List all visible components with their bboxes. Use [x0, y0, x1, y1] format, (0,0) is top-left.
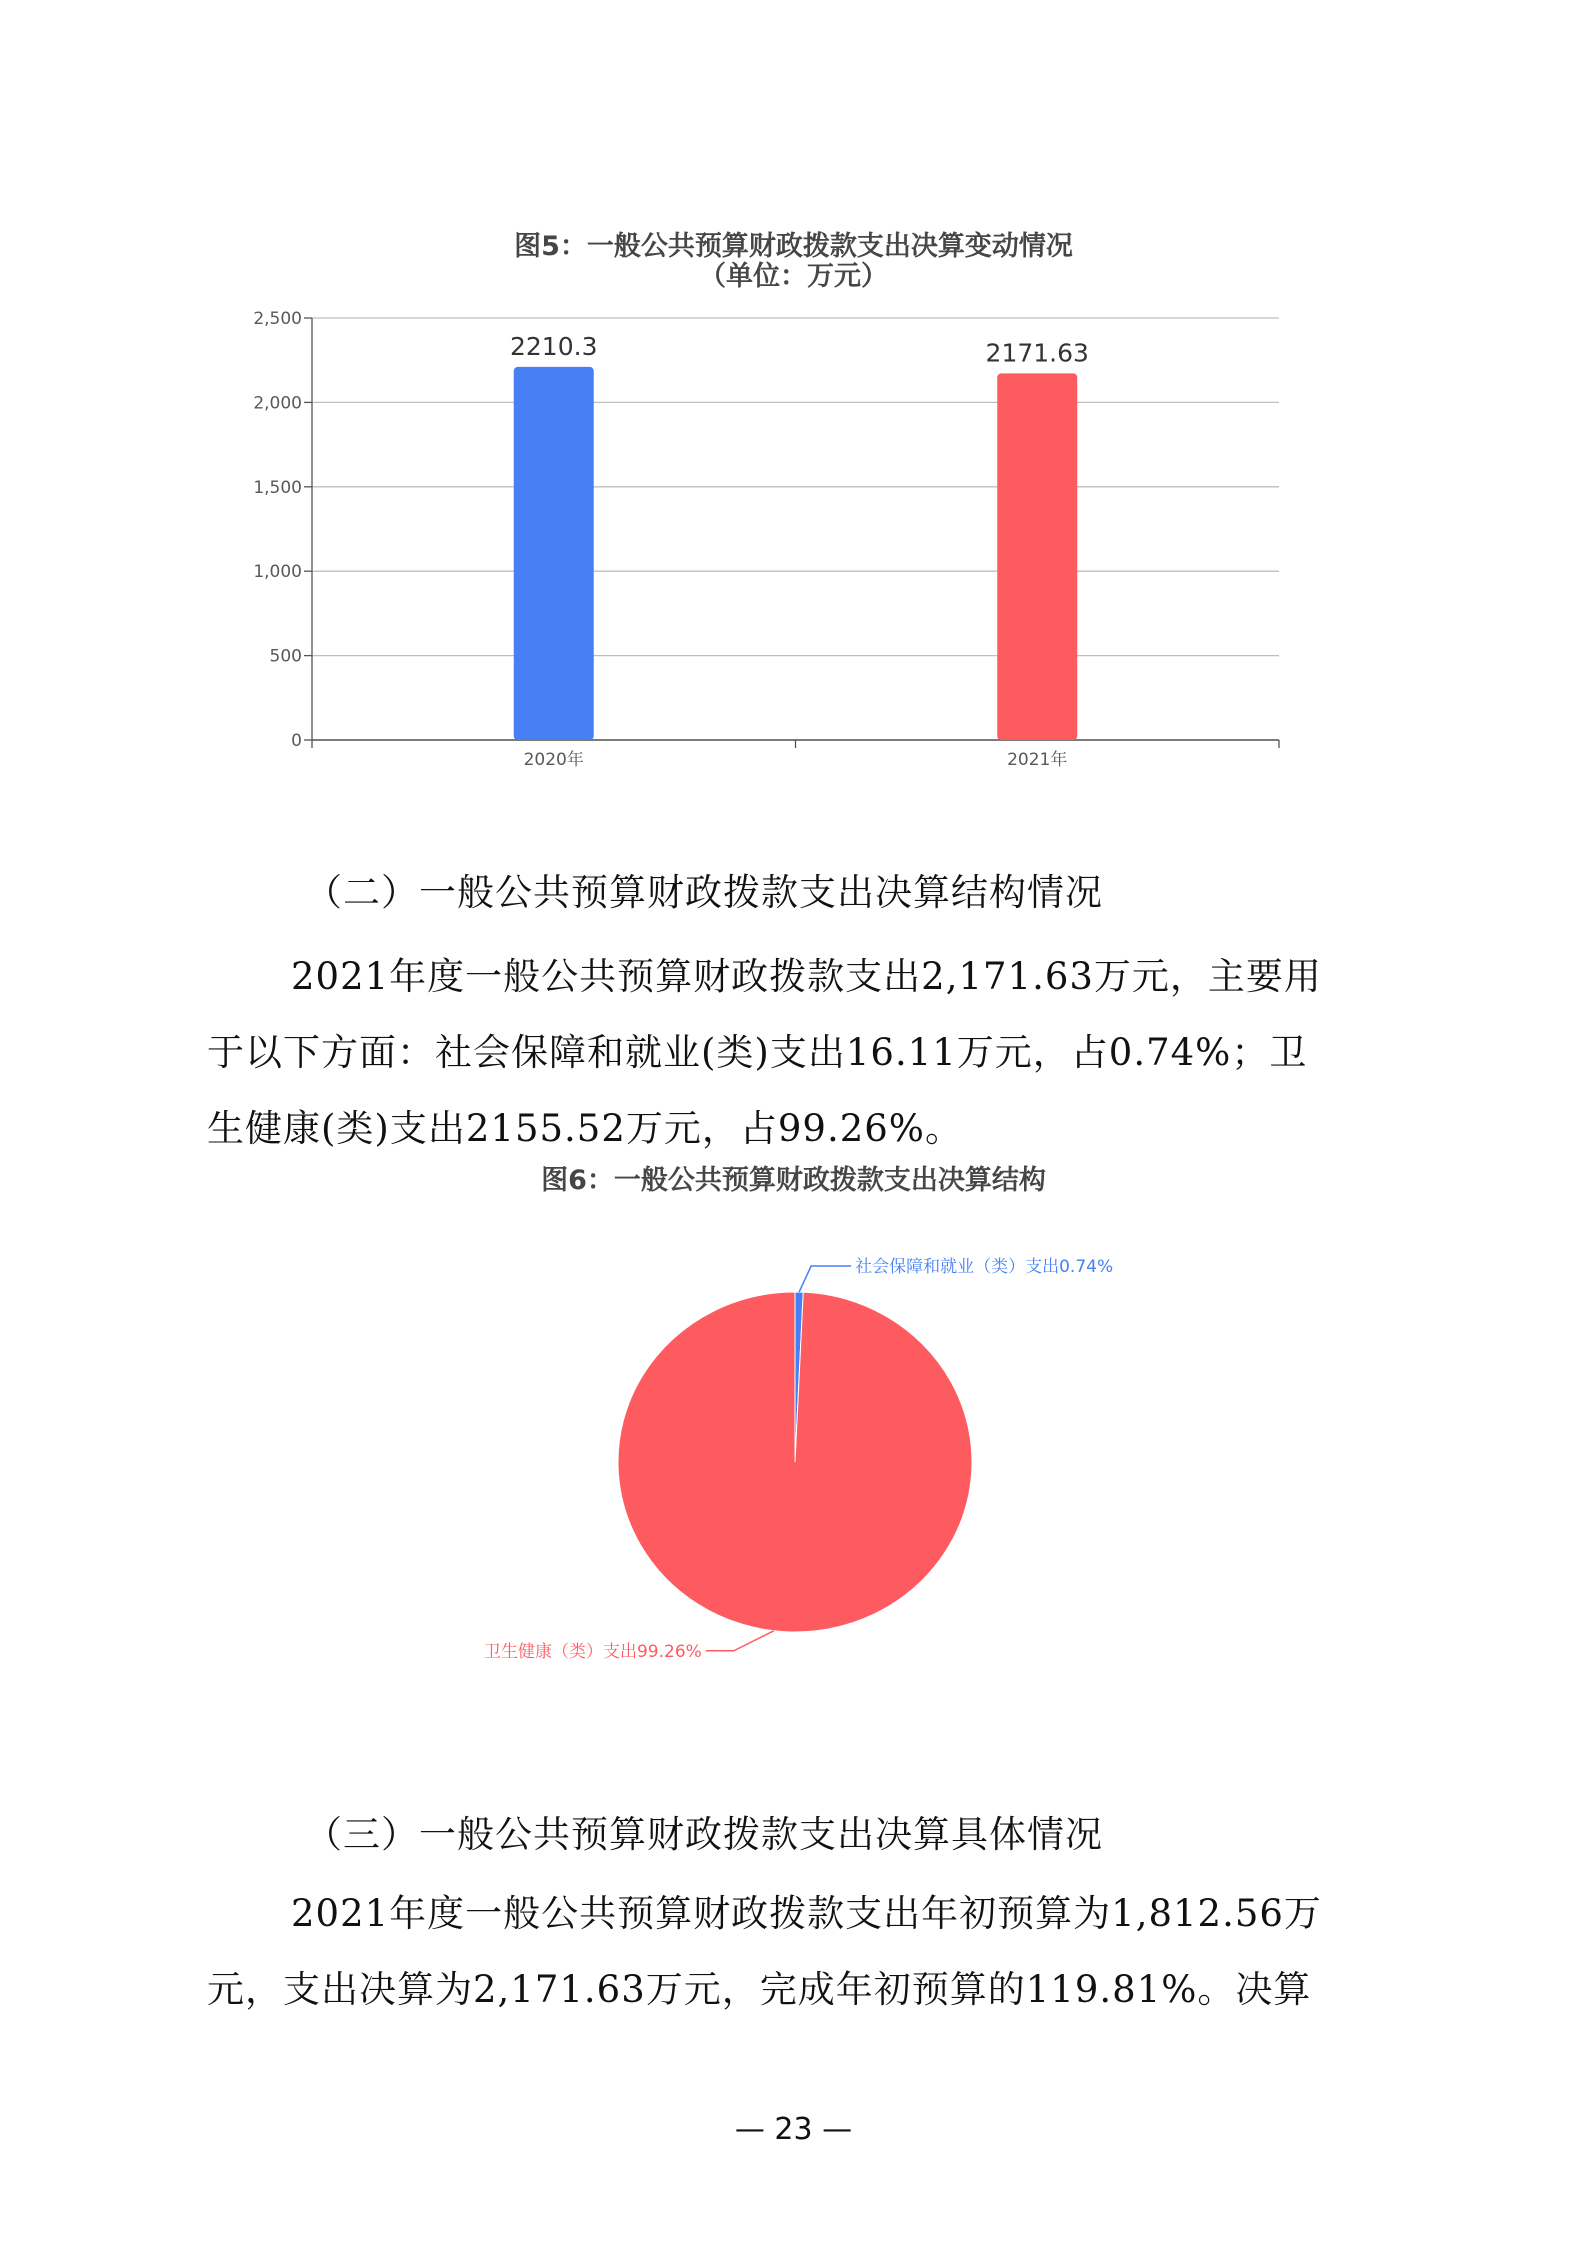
y-tick-label: 1,500	[253, 477, 302, 498]
pie-label-1: 卫生健康（类）支出99.26%	[483, 1641, 702, 1662]
y-tick-label: 2,500	[253, 309, 302, 329]
y-tick-label: 500	[269, 646, 302, 667]
y-tick-label: 2,000	[253, 393, 302, 414]
bar-2020年	[514, 367, 594, 740]
y-tick-label: 0	[291, 731, 302, 751]
page-number: — 23 —	[734, 2112, 853, 2147]
section3-heading: （三）一般公共预算财政拨款支出决算具体情况	[305, 1813, 1103, 1856]
figure6-title: 图6：一般公共预算财政拨款支出决算结构	[541, 1165, 1046, 1196]
pie-slice-1	[618, 1292, 972, 1632]
pie-leader-line-0	[799, 1266, 851, 1292]
figure5-title-line2: （单位：万元）	[699, 261, 888, 292]
section3-line2: 元，支出决算为2,171.63万元，完成年初预算的119.81%。决算	[207, 1968, 1312, 2011]
pie-label-0: 社会保障和就业（类）支出0.74%	[855, 1257, 1114, 1278]
section2-line3: 生健康(类)支出2155.52万元，占99.26%。	[207, 1107, 963, 1150]
figure5-title-line1: 图5：一般公共预算财政拨款支出决算变动情况	[514, 231, 1073, 262]
x-tick-label: 2020年	[523, 750, 584, 770]
section2-heading: （二）一般公共预算财政拨款支出决算结构情况	[305, 871, 1103, 914]
section2-line2: 于以下方面：社会保障和就业(类)支出16.11万元，占0.74%；卫	[207, 1031, 1308, 1074]
bar-value-label: 2210.3	[510, 331, 598, 361]
bar-value-label: 2171.63	[985, 338, 1089, 368]
bar-2021年	[997, 373, 1077, 740]
figure5-bar-chart	[0, 290, 1587, 850]
figure6-pie-chart	[0, 1230, 1587, 1670]
section3-line1: 2021年度一般公共预算财政拨款支出年初预算为1,812.56万	[291, 1892, 1322, 1935]
pie-leader-line-1	[706, 1631, 774, 1651]
x-tick-label: 2021年	[1007, 750, 1068, 770]
y-tick-label: 1,000	[253, 562, 302, 583]
section2-line1: 2021年度一般公共预算财政拨款支出2,171.63万元，主要用	[291, 955, 1322, 998]
